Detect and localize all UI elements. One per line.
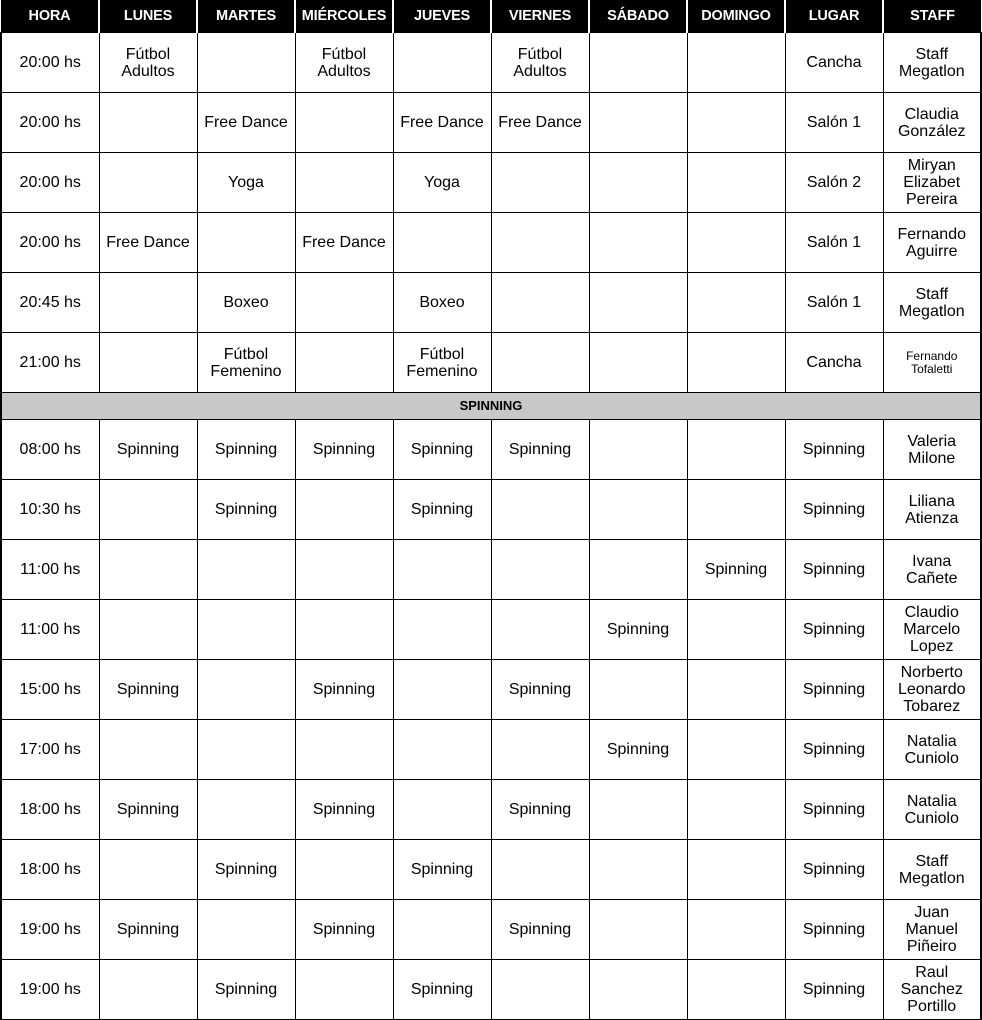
staff-cell: Staff Megatlon <box>883 840 981 900</box>
day-cell <box>589 93 687 153</box>
day-cell <box>491 720 589 780</box>
time-cell: 15:00 hs <box>1 660 99 720</box>
column-header-lunes: LUNES <box>99 0 197 33</box>
day-cell <box>589 213 687 273</box>
day-cell <box>393 213 491 273</box>
day-cell <box>99 480 197 540</box>
place-cell: Cancha <box>785 33 883 93</box>
time-cell: 17:00 hs <box>1 720 99 780</box>
day-cell: Spinning <box>295 780 393 840</box>
column-header-miercoles: MIÉRCOLES <box>295 0 393 33</box>
day-cell: Spinning <box>393 960 491 1020</box>
day-cell <box>687 420 785 480</box>
place-cell: Salón 1 <box>785 213 883 273</box>
day-cell <box>295 720 393 780</box>
staff-cell: Norberto Leonardo Tobarez <box>883 660 981 720</box>
table-row <box>1 720 981 780</box>
day-cell: Fútbol Femenino <box>197 333 295 393</box>
day-cell: Spinning <box>295 420 393 480</box>
day-cell <box>197 213 295 273</box>
time-cell: 18:00 hs <box>1 780 99 840</box>
section-title: SPINNING <box>1 393 981 420</box>
day-cell: Spinning <box>393 840 491 900</box>
day-cell: Spinning <box>197 960 295 1020</box>
day-cell: Spinning <box>491 420 589 480</box>
day-cell: Spinning <box>491 780 589 840</box>
day-cell <box>687 900 785 960</box>
day-cell <box>491 213 589 273</box>
day-cell <box>589 333 687 393</box>
day-cell: Spinning <box>197 480 295 540</box>
day-cell <box>295 840 393 900</box>
day-cell: Boxeo <box>197 273 295 333</box>
table-row <box>1 480 981 540</box>
day-cell <box>687 720 785 780</box>
day-cell <box>589 660 687 720</box>
day-cell <box>687 960 785 1020</box>
day-cell <box>589 480 687 540</box>
day-cell <box>99 600 197 660</box>
table-row <box>1 420 981 480</box>
time-cell: 11:00 hs <box>1 540 99 600</box>
day-cell <box>589 900 687 960</box>
day-cell: Free Dance <box>491 93 589 153</box>
day-cell <box>687 840 785 900</box>
place-cell: Cancha <box>785 333 883 393</box>
day-cell: Spinning <box>491 660 589 720</box>
day-cell: Spinning <box>295 660 393 720</box>
day-cell: Spinning <box>99 420 197 480</box>
day-cell <box>99 333 197 393</box>
table-row <box>1 153 981 213</box>
column-header-staff: STAFF <box>883 0 981 33</box>
day-cell <box>589 780 687 840</box>
staff-cell: Staff Megatlon <box>883 273 981 333</box>
time-cell: 20:00 hs <box>1 93 99 153</box>
day-cell: Fútbol Adultos <box>491 33 589 93</box>
place-cell: Spinning <box>785 420 883 480</box>
day-cell <box>393 600 491 660</box>
day-cell <box>491 960 589 1020</box>
day-cell <box>197 540 295 600</box>
time-cell: 19:00 hs <box>1 900 99 960</box>
table-row <box>1 600 981 660</box>
day-cell <box>687 660 785 720</box>
place-cell: Spinning <box>785 900 883 960</box>
column-header-sabado: SÁBADO <box>589 0 687 33</box>
table-row <box>1 960 981 1020</box>
day-cell <box>589 540 687 600</box>
staff-cell: Natalia Cuniolo <box>883 780 981 840</box>
day-cell <box>99 720 197 780</box>
day-cell <box>491 540 589 600</box>
staff-cell: Ivana Cañete <box>883 540 981 600</box>
day-cell <box>393 720 491 780</box>
place-cell: Salón 1 <box>785 273 883 333</box>
day-cell: Fútbol Adultos <box>295 33 393 93</box>
staff-cell: Valeria Milone <box>883 420 981 480</box>
table-row <box>1 213 981 273</box>
day-cell <box>393 780 491 840</box>
day-cell <box>295 93 393 153</box>
day-cell <box>295 333 393 393</box>
day-cell <box>295 960 393 1020</box>
day-cell <box>295 540 393 600</box>
day-cell: Spinning <box>687 540 785 600</box>
staff-cell: Natalia Cuniolo <box>883 720 981 780</box>
time-cell: 21:00 hs <box>1 333 99 393</box>
day-cell <box>295 480 393 540</box>
place-cell: Spinning <box>785 840 883 900</box>
column-header-viernes: VIERNES <box>491 0 589 33</box>
day-cell: Spinning <box>491 900 589 960</box>
day-cell: Spinning <box>197 420 295 480</box>
day-cell <box>197 900 295 960</box>
day-cell: Yoga <box>393 153 491 213</box>
time-cell: 20:45 hs <box>1 273 99 333</box>
day-cell <box>589 33 687 93</box>
day-cell <box>393 33 491 93</box>
time-cell: 20:00 hs <box>1 153 99 213</box>
day-cell <box>589 420 687 480</box>
day-cell: Spinning <box>589 720 687 780</box>
day-cell: Spinning <box>393 420 491 480</box>
day-cell: Spinning <box>99 900 197 960</box>
day-cell: Spinning <box>295 900 393 960</box>
day-cell <box>687 480 785 540</box>
staff-cell: Staff Megatlon <box>883 33 981 93</box>
day-cell: Fútbol Femenino <box>393 333 491 393</box>
day-cell <box>687 213 785 273</box>
place-cell: Spinning <box>785 660 883 720</box>
day-cell <box>295 600 393 660</box>
day-cell <box>295 153 393 213</box>
staff-cell: Claudia González <box>883 93 981 153</box>
place-cell: Spinning <box>785 600 883 660</box>
day-cell: Spinning <box>393 480 491 540</box>
day-cell <box>491 273 589 333</box>
table-row <box>1 540 981 600</box>
day-cell <box>295 273 393 333</box>
table-row <box>1 273 981 333</box>
day-cell <box>687 153 785 213</box>
day-cell <box>589 840 687 900</box>
place-cell: Spinning <box>785 720 883 780</box>
day-cell <box>491 840 589 900</box>
staff-cell: Claudio Marcelo Lopez <box>883 600 981 660</box>
day-cell: Free Dance <box>99 213 197 273</box>
day-cell <box>197 720 295 780</box>
day-cell <box>197 33 295 93</box>
place-cell: Spinning <box>785 540 883 600</box>
time-cell: 11:00 hs <box>1 600 99 660</box>
day-cell <box>491 153 589 213</box>
time-cell: 10:30 hs <box>1 480 99 540</box>
day-cell: Yoga <box>197 153 295 213</box>
schedule-body <box>1 33 981 1020</box>
table-row <box>1 900 981 960</box>
day-cell <box>589 153 687 213</box>
day-cell <box>197 780 295 840</box>
time-cell: 20:00 hs <box>1 213 99 273</box>
time-cell: 18:00 hs <box>1 840 99 900</box>
staff-cell: Raul Sanchez Portillo <box>883 960 981 1020</box>
day-cell: Boxeo <box>393 273 491 333</box>
day-cell <box>589 273 687 333</box>
day-cell <box>687 780 785 840</box>
day-cell: Free Dance <box>393 93 491 153</box>
day-cell <box>687 600 785 660</box>
day-cell <box>99 273 197 333</box>
section-row <box>1 393 981 420</box>
day-cell: Spinning <box>197 840 295 900</box>
table-row <box>1 93 981 153</box>
table-row <box>1 333 981 393</box>
place-cell: Salón 2 <box>785 153 883 213</box>
day-cell <box>687 93 785 153</box>
day-cell <box>687 273 785 333</box>
table-row <box>1 780 981 840</box>
staff-cell: Fernando Tofaletti <box>883 333 981 393</box>
staff-cell: Fernando Aguirre <box>883 213 981 273</box>
column-header-jueves: JUEVES <box>393 0 491 33</box>
day-cell <box>491 333 589 393</box>
day-cell <box>99 153 197 213</box>
day-cell: Spinning <box>589 600 687 660</box>
day-cell: Spinning <box>99 660 197 720</box>
table-row <box>1 33 981 93</box>
day-cell <box>687 333 785 393</box>
place-cell: Spinning <box>785 960 883 1020</box>
table-row <box>1 660 981 720</box>
day-cell <box>393 900 491 960</box>
day-cell <box>197 600 295 660</box>
time-cell: 20:00 hs <box>1 33 99 93</box>
column-header-hora: HORA <box>1 0 99 33</box>
day-cell <box>393 660 491 720</box>
schedule-header <box>1 0 981 33</box>
day-cell: Free Dance <box>197 93 295 153</box>
day-cell <box>687 33 785 93</box>
day-cell <box>197 660 295 720</box>
day-cell <box>393 540 491 600</box>
staff-cell: Juan Manuel Piñeiro <box>883 900 981 960</box>
staff-cell: Liliana Atienza <box>883 480 981 540</box>
column-header-lugar: LUGAR <box>785 0 883 33</box>
day-cell <box>589 960 687 1020</box>
time-cell: 08:00 hs <box>1 420 99 480</box>
place-cell: Spinning <box>785 480 883 540</box>
day-cell <box>99 540 197 600</box>
table-row <box>1 840 981 900</box>
place-cell: Spinning <box>785 780 883 840</box>
day-cell: Spinning <box>99 780 197 840</box>
staff-cell: Miryan Elizabet Pereira <box>883 153 981 213</box>
time-cell: 19:00 hs <box>1 960 99 1020</box>
column-header-domingo: DOMINGO <box>687 0 785 33</box>
day-cell: Free Dance <box>295 213 393 273</box>
column-header-martes: MARTES <box>197 0 295 33</box>
header-row <box>1 0 981 33</box>
day-cell <box>491 480 589 540</box>
day-cell <box>99 960 197 1020</box>
day-cell: Fútbol Adultos <box>99 33 197 93</box>
day-cell <box>99 840 197 900</box>
day-cell <box>99 93 197 153</box>
day-cell <box>491 600 589 660</box>
place-cell: Salón 1 <box>785 93 883 153</box>
